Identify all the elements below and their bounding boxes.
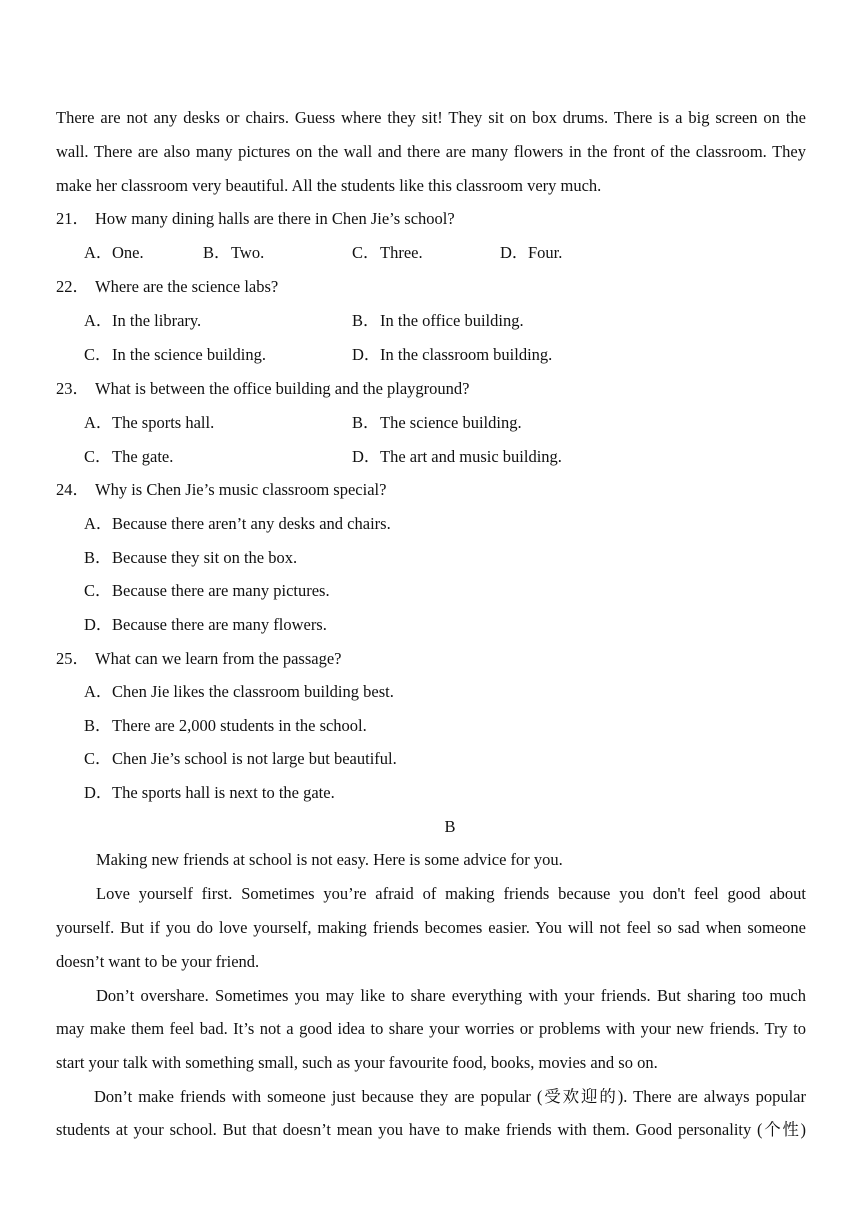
question-24	[56, 480, 386, 500]
section-b-line: doesn’t want to be your friend.	[56, 952, 260, 971]
question-21	[56, 209, 455, 229]
option-text: The sports hall is next to the gate.	[112, 783, 335, 802]
option-21-b	[203, 243, 264, 263]
option-letter: C．	[84, 447, 112, 466]
option-24-c	[84, 581, 330, 601]
section-b-line: Love yourself first. Sometimes you’re afraid of making friends because you don't feel good about	[96, 884, 806, 903]
option-text: Chen Jie likes the classroom building best.	[112, 682, 394, 701]
option-letter: C．	[84, 345, 112, 364]
option-22-c	[84, 345, 266, 365]
option-letter: B．	[352, 311, 380, 330]
question-number: 24．	[56, 480, 89, 499]
option-21-c	[352, 243, 423, 263]
question-25	[56, 649, 341, 669]
question-text: Why is Chen Jie’s music classroom special?	[95, 480, 387, 499]
option-letter: B．	[352, 413, 380, 432]
option-text: In the science building.	[112, 345, 266, 364]
option-23-d	[352, 447, 562, 467]
option-text: In the library.	[112, 311, 202, 330]
question-number: 23．	[56, 379, 89, 398]
option-text: Four.	[528, 243, 563, 262]
option-letter: D．	[84, 615, 113, 634]
option-text: Three.	[380, 243, 423, 262]
option-text: In the office building.	[380, 311, 524, 330]
option-23-b	[352, 413, 522, 433]
option-text: The science building.	[380, 413, 522, 432]
option-23-a	[84, 413, 214, 433]
option-25-a	[84, 682, 394, 702]
question-text: How many dining halls are there in Chen Jie’s school?	[95, 209, 455, 228]
option-letter: D．	[352, 447, 381, 466]
option-letter: B．	[84, 716, 112, 735]
option-letter: D．	[500, 243, 529, 262]
section-b-line: start your talk with something small, such as your favourite food, books, movies and so on.	[56, 1053, 658, 1072]
question-text: Where are the science labs?	[95, 277, 279, 296]
question-number: 21．	[56, 209, 89, 228]
option-22-d	[352, 345, 552, 365]
option-text: Because there are many flowers.	[112, 615, 327, 634]
question-23	[56, 379, 470, 399]
question-22	[56, 277, 278, 297]
option-letter: D．	[352, 345, 381, 364]
option-24-b	[84, 548, 297, 568]
option-letter: A．	[84, 243, 113, 262]
question-text: What is between the office building and the playground?	[95, 379, 470, 398]
option-letter: C．	[84, 581, 112, 600]
section-b-line: Don’t make friends with someone just because they are popular (受欢迎的). There are always popular	[94, 1087, 806, 1106]
option-22-b	[352, 311, 524, 331]
option-text: The sports hall.	[112, 413, 215, 432]
passage-line: make her classroom very beautiful. All the students like this classroom very much.	[56, 176, 602, 195]
option-23-c	[84, 447, 173, 467]
option-text: Because they sit on the box.	[112, 548, 298, 567]
option-letter: A．	[84, 514, 113, 533]
option-24-a	[84, 514, 391, 534]
question-number: 22．	[56, 277, 89, 296]
section-b-line: yourself. But if you do love yourself, making friends becomes easier. You will not feel so sad when someone	[56, 918, 806, 937]
option-21-d	[500, 243, 562, 263]
option-letter: D．	[84, 783, 113, 802]
option-text: One.	[112, 243, 144, 262]
option-letter: C．	[352, 243, 380, 262]
option-letter: A．	[84, 682, 113, 701]
section-b-line: students at your school. But that doesn’t mean you have to make friends with them. Good personality (个性)	[56, 1120, 806, 1139]
option-letter: B．	[84, 548, 112, 567]
passage-line: There are not any desks or chairs. Guess where they sit! They sit on box drums. There is a big screen on the	[56, 108, 806, 127]
passage-line: wall. There are also many pictures on the wall and there are many flowers in the front of the classroom. They	[56, 142, 806, 161]
section-b-line: Making new friends at school is not easy. Here is some advice for you.	[96, 850, 563, 869]
section-heading: B	[444, 817, 456, 836]
option-text: Because there aren’t any desks and chairs.	[112, 514, 391, 533]
option-text: Chen Jie’s school is not large but beautiful.	[112, 749, 397, 768]
option-text: Because there are many pictures.	[112, 581, 330, 600]
option-text: Two.	[231, 243, 265, 262]
option-letter: C．	[84, 749, 112, 768]
section-b-line: may make them feel bad. It’s not a good idea to share your worries or problems with your new friends. Try to	[56, 1019, 806, 1038]
option-letter: B．	[203, 243, 231, 262]
option-25-c	[84, 749, 397, 769]
option-24-d	[84, 615, 327, 635]
option-25-d	[84, 783, 335, 803]
option-text: In the classroom building.	[380, 345, 553, 364]
question-text: What can we learn from the passage?	[95, 649, 342, 668]
option-text: The art and music building.	[380, 447, 562, 466]
option-25-b	[84, 716, 367, 736]
question-number: 25．	[56, 649, 89, 668]
option-letter: A．	[84, 311, 113, 330]
option-22-a	[84, 311, 201, 331]
option-text: The gate.	[112, 447, 174, 466]
option-21-a	[84, 243, 144, 263]
option-letter: A．	[84, 413, 113, 432]
option-text: There are 2,000 students in the school.	[112, 716, 367, 735]
section-b-line: Don’t overshare. Sometimes you may like to share everything with your friends. But sharing too much	[96, 986, 806, 1005]
